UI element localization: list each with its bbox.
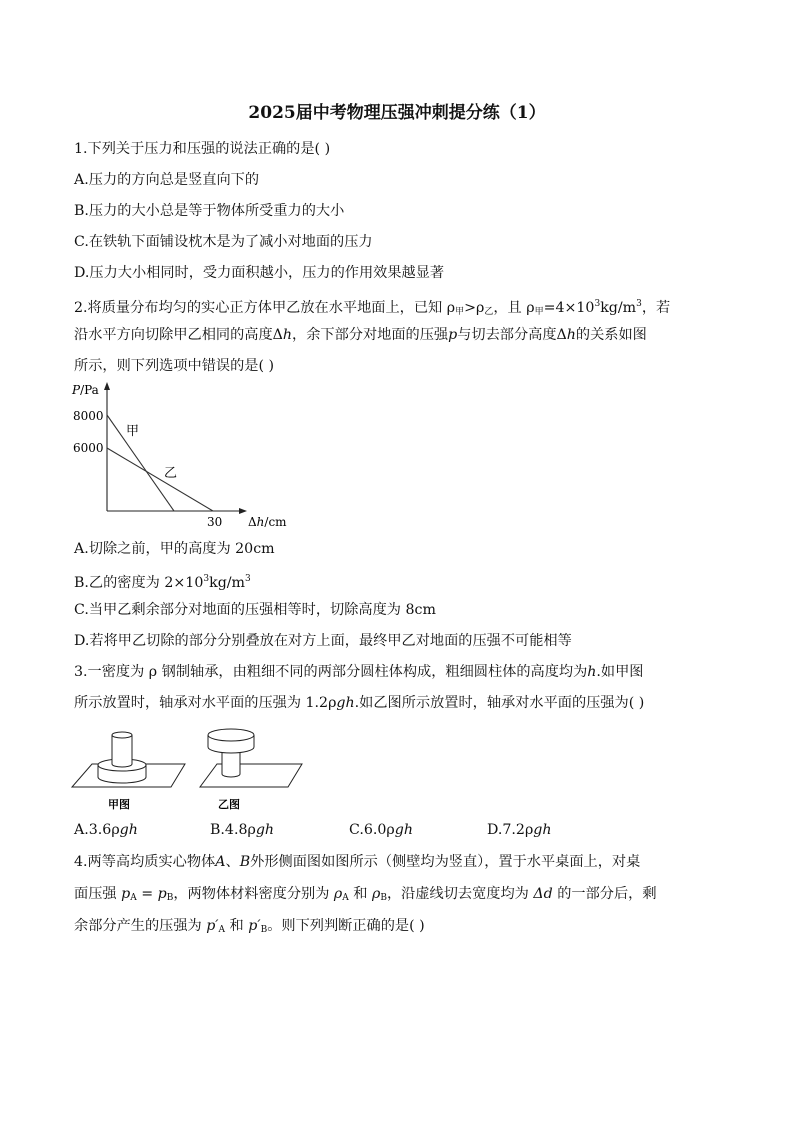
x-tick-30: 30 [207,515,223,529]
q2-option-a: A.切除之前，甲的高度为 20cm [74,541,275,557]
fig-jia-bearing [72,732,185,811]
x-axis-arrow [239,508,247,514]
q4-stem-line3: 余部分产生的压强为 $p'_A$ 和 $p'_B$。则下列判断正确的是( ) [74,918,425,935]
x-axis-label: Δh/cm [248,515,287,529]
q1-option-b: B.压力的大小总是等于物体所受重力的大小 [74,203,345,219]
y-tick-8000: 8000 [73,409,104,423]
q2-option-c: C.当甲乙剩余部分对地面的压强相等时，切除高度为 8cm [74,602,436,618]
y-tick-6000: 6000 [73,441,104,455]
line-yi [107,448,213,511]
q1-option-a: A.压力的方向总是竖直向下的 [74,172,260,188]
q1-stem: 1.下列关于压力和压强的说法正确的是( ) [74,141,331,157]
q2-option-b: B.乙的密度为 $2\times 10^3kg/m^3$ [74,574,251,591]
q3-option-a: A.3.6ρgh [74,822,138,838]
label-jia: 甲 [126,424,140,439]
q3-option-c: C.6.0ρgh [349,822,413,838]
q4-stem-line2: 面压强 $p_A = p_B$，两物体材料密度分别为 $\rho_A$ 和 $\rho_B$，沿虚线切去宽度均为 Δd 的一部分后，剩 [74,886,657,903]
y-axis-label: P/Pa [72,383,99,397]
q2-stem-line1: 2.将质量分布均匀的实心正方体甲乙放在水平地面上，已知 $\rho_甲>\rho_乙$，且 $\rho_甲=4\times 10^3kg/m^3$，若 [74,299,671,317]
line-jia [107,415,174,511]
svg-text:甲图: 甲图 [108,798,130,811]
q2-stem-line3: 所示，则下列选项中错误的是( ) [74,358,275,374]
q2-stem-line2: 沿水平方向切除甲乙相同的高度Δh，余下部分对地面的压强p与切去部分高度Δh的关系如图 [74,327,647,343]
q3-stem-line1: 3.一密度为 ρ 钢制轴承，由粗细不同的两部分圆柱体构成，粗细圆柱体的高度均为h.如甲图 [74,664,644,680]
q2-option-d: D.若将甲乙切除的部分分别叠放在对方上面，最终甲乙对地面的压强不可能相等 [74,633,572,649]
q3-stem-line2: 所示放置时，轴承对水平面的压强为 1.2ρgh.如乙图所示放置时，轴承对水平面的压强为( ) [74,695,645,711]
q3-option-b: B.4.8ρgh [210,822,275,838]
q2-pressure-graph [66,378,306,538]
label-yi: 乙 [164,466,178,481]
page-title: 2025届中考物理压强冲刺提分练（1） [248,103,546,123]
q1-option-d: D.压力大小相同时，受力面积越小，压力的作用效果越显著 [74,265,445,281]
q1-option-c: C.在铁轨下面铺设枕木是为了减小对地面的压力 [74,234,373,250]
q4-stem-line1: 4.两等高均质实心物体A、B外形侧面图如图所示（侧壁均为竖直），置于水平桌面上，对桌 [74,854,641,870]
fig-yi-bearing [200,729,302,811]
svg-text:乙图: 乙图 [218,798,240,811]
q3-bearing-figures [70,722,310,814]
y-axis-arrow [104,382,110,390]
q3-option-d: D.7.2ρgh [487,822,552,838]
